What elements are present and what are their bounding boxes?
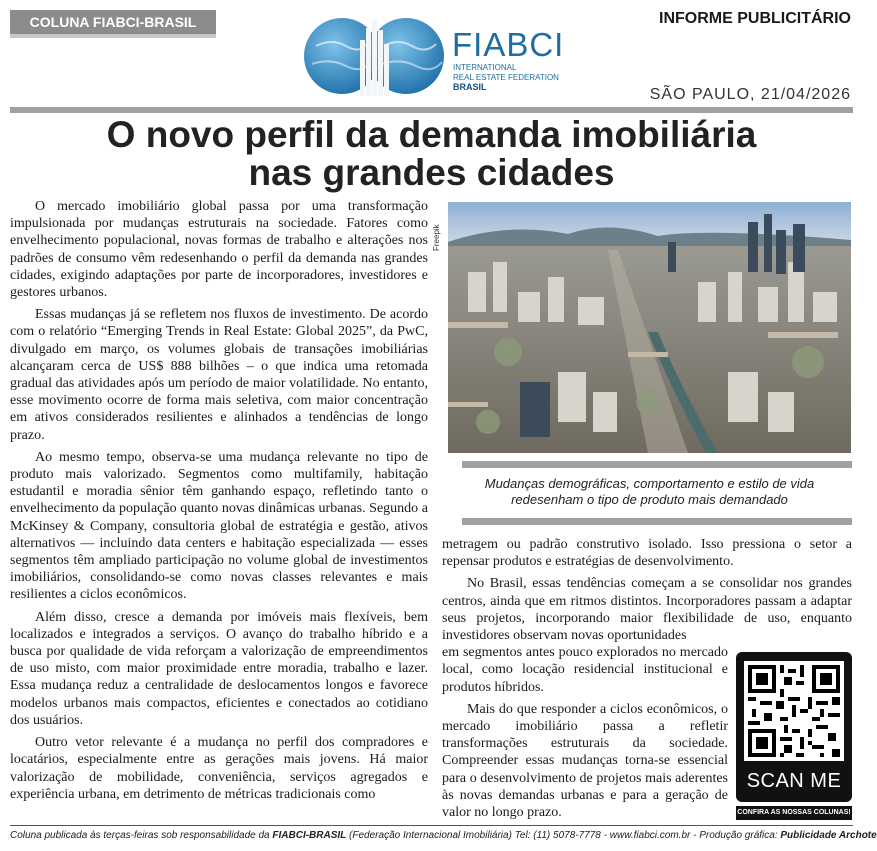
article-paragraph: Ao mesmo tempo, observa-se uma mudança relevante no tipo de produto mais valorizado. Segmentos como multifamily, habitação estudantil e moradia sênior têm ganhando espaço, refletindo tanto o envelhecimento da população quanto novas dinâmicas urbanas. Segundo a McKinsey & Company, consultoria global de estratégia e gestão, ativos alternativos — incluindo data centers e habitação especializada — esses segmentos têm ampliado participação no volume global de investimentos imobiliários, consolidando-se como novas classes relevantes e mais resilientes a ciclos econômicos. [10,449,428,603]
logo-subtitle [453,63,583,82]
logo-line2: REAL ESTATE FEDERATION [453,72,559,82]
headline-line2: nas grandes cidades [248,152,615,193]
logo-line1: INTERNATIONAL [453,63,517,72]
article-paragraph: metragem ou padrão construtivo isolado. Isso pressiona o setor a repensar produtos e estratégias de desenvolvimento. [442,537,852,570]
photo-caption [448,476,851,508]
header-divider [10,107,853,113]
logo-name: FIABCI [452,26,565,63]
city-aerial-photo [448,202,851,453]
qr-code-box[interactable] [736,652,852,802]
caption-line1: Mudanças demográficas, comportamento e estilo de vida [484,476,815,491]
footer-text-2: (Federação Internacional Imobiliária) Tel: (11) 5078-7778 - www.fiabci.com.br - Produção gráfica: [346,830,781,841]
article-paragraph: O mercado imobiliário global passa por uma transformação impulsionada por mudanças estruturais na sociedade. Fatores como envelhecimento populacional, novas formas de trabalho e alterações nos padrões de consumo vêm redesenhando o perfil da demanda nas grandes cidades, exigindo adaptações por parte de incorporadores, investidores e gestores urbanos. [10,199,428,301]
article-paragraph: No Brasil, essas tendências começam a se consolidar nos grandes centros, ainda que em ritmos distintos. Incorporadores passam a adaptar seus projetos, incorporando maior flexibilidade de uso, enquanto investidores observam novas oportunidades [442,576,852,644]
headline-line1: O novo perfil da demanda imobiliária [106,114,757,155]
footer-divider [10,825,853,826]
footer-text-1: Coluna publicada às terças-feiras sob responsabilidade da [10,830,273,841]
caption-top-rule [462,461,852,468]
caption-line2: redesenham o tipo de produto mais demandado [511,492,788,507]
logo-country: BRASIL [453,82,487,92]
fiabci-logo [302,16,572,96]
article-paragraph: Além disso, cresce a demanda por imóveis mais flexíveis, bem localizados e integrados a serviços. O avanço do trabalho híbrido e a busca por qualidade de vida reforçam a valorização de empreendimentos de uso misto, com maior proximidade entre moradia, trabalho e lazer. Essa mudança reduz a centralidade de deslocamentos longos e favorece modelos urbanos mais compactos, eficientes e conectados ao cotidiano dos usuários. [10,609,428,728]
article-paragraph: Essas mudanças já se refletem nos fluxos de investimento. De acordo com o relatório “Emerging Trends in Real Estate: Global 2025”, da PwC, divulgado em março, os volumes globais de transações imobiliárias alcançaram cerca de US$ 888 bilhões – o que indica uma retomada gradual das atividades após um período de maior volatilidade. No entanto, esse movimento ocorre de forma mais seletiva, com maior concentração em ativos considerados resilientes e alinhados a tendências de longo prazo. [10,307,428,443]
caption-bottom-rule [462,518,852,525]
article-left-column [10,198,428,808]
dateline: SÃO PAULO, 21/04/2026 [649,86,851,103]
article-paragraph: Mais do que responder a ciclos econômicos, o mercado imobiliário passa a refletir transformações estruturais da sociedade. Compreender essas mudanças torna-se essencial para o desenvolvimento de projetos mais aderentes às novas demandas urbanas e para a geração de valor no longo prazo. [442,701,728,821]
footer-producer: Publicidade Archote [780,830,877,841]
headline [10,116,853,192]
scan-me-label: SCAN ME [746,770,842,792]
footer-org: FIABCI-BRASIL [272,830,347,841]
globe-logo-icon [302,16,447,96]
article-paragraph: em segmentos antes pouco explorados no mercado local, como locação residencial institucional e produtos híbridos. [442,645,728,695]
footer [10,830,877,841]
informe-label: INFORME PUBLICITÁRIO [659,10,851,27]
city-skyline-illustration [448,202,851,453]
column-tag: COLUNA FIABCI-BRASIL [10,10,216,34]
article-paragraph: Outro vetor relevante é a mudança no perfil dos compradores e locatários, especialmente entre as gerações mais jovens. Há maior valorização de mobilidade, conveniência, serviços agregados e experiência urbana, em detrimento de métricas tradicionais como [10,735,428,802]
qr-tagline: CONFIRA AS NOSSAS COLUNAS! [736,806,852,820]
qr-code-icon[interactable] [744,661,844,761]
photo-credit: Freepik [432,224,441,252]
column-tag-rule [10,34,216,38]
